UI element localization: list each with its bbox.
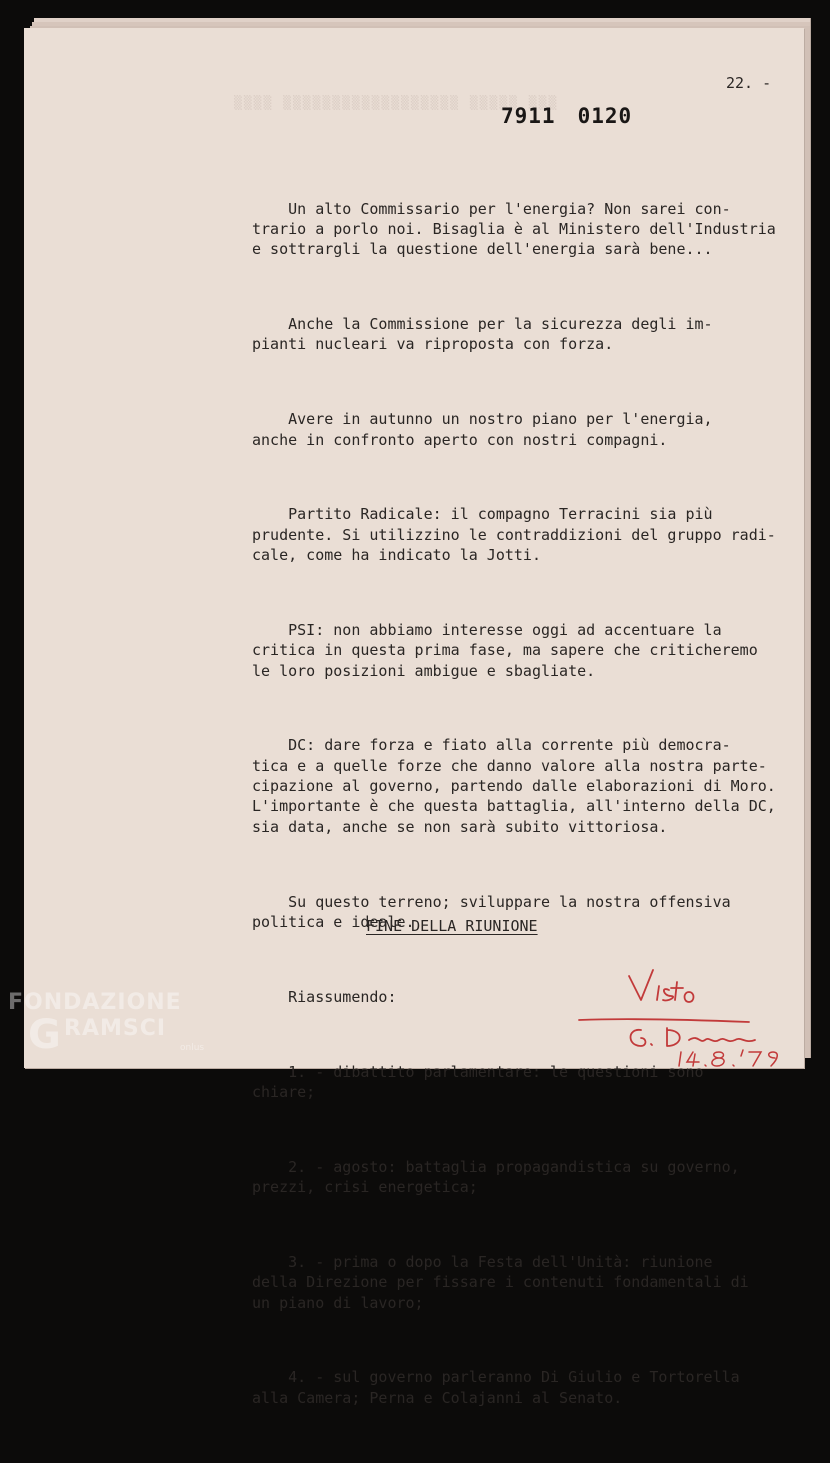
handwritten-signature: [549, 948, 809, 1068]
paragraph: PSI: non abbiamo interesse oggi ad accentuare la critica in questa prima fase, ma sapere che criticheremo le loro posizioni ambigue e sbagliate.: [252, 620, 758, 680]
document-page: [24, 28, 804, 1407]
paragraph: Su questo terreno; sviluppare la nostra offensiva politica e ideale.: [252, 892, 731, 931]
reference-part: 7911: [501, 104, 556, 128]
watermark-line: FONDAZIONE: [8, 990, 182, 1015]
paragraph: Riassumendo:: [252, 987, 397, 1006]
list-item: 1. - dibattito parlamentare: le questioni sono chiare;: [252, 1062, 704, 1101]
list-item: 3. - prima o dopo la Festa dell'Unità: riunione della Direzione per fissare i contenuti fondamentali di un piano di lavoro;: [252, 1252, 749, 1312]
paragraph: Anche la Commissione per la sicurezza degli im- pianti nucleari va riproposta con forza.: [252, 315, 713, 354]
paragraph: Partito Radicale: il compagno Terracini sia più prudente. Si utilizzino le contraddizioni del gruppo radi- cale, come ha indicato la Jotti.: [252, 505, 776, 565]
watermark-suffix: onlus: [180, 1043, 205, 1053]
paragraph: Avere in autunno un nostro piano per l'energia, anche in confronto aperto con nostri compagni.: [252, 410, 713, 449]
page-number: 22. -: [726, 74, 772, 92]
reference-part: 0120: [577, 104, 633, 128]
end-of-meeting: FINE DELLA RIUNIONE: [366, 917, 538, 935]
archive-reference: [501, 104, 632, 128]
watermark-initial: G: [28, 1012, 61, 1058]
paragraph: Un alto Commissario per l'energia? Non sarei con- trario a porlo noi. Bisaglia è al Ministero dell'Industria e sottrargli la questione dell'energia sarà bene...: [252, 199, 776, 259]
watermark-line: RAMSCI: [64, 1016, 167, 1041]
body-text: [252, 158, 812, 1463]
bleed-through-shadow: ▒▒▒▒ ▒▒▒▒▒▒▒▒▒▒▒▒▒▒▒▒▒▒ ▒▒▒▒▒ ▒▒▒: [234, 96, 559, 111]
list-item: 4. - sul governo parleranno Di Giulio e Tortorella alla Camera; Perna e Colajanni al Senato.: [252, 1368, 740, 1407]
list-item: 2. - agosto: battaglia propagandistica su governo, prezzi, crisi energetica;: [252, 1157, 740, 1197]
paragraph: DC: dare forza e fiato alla corrente più democra- tica e a quelle forze che danno valore alla nostra parte- cipazione al governo, partendo dalle elaborazioni di Moro. L'importante è che questa battaglia, all'interno della DC, sia data, anche se non sarà subito vittoriosa.: [252, 736, 776, 836]
